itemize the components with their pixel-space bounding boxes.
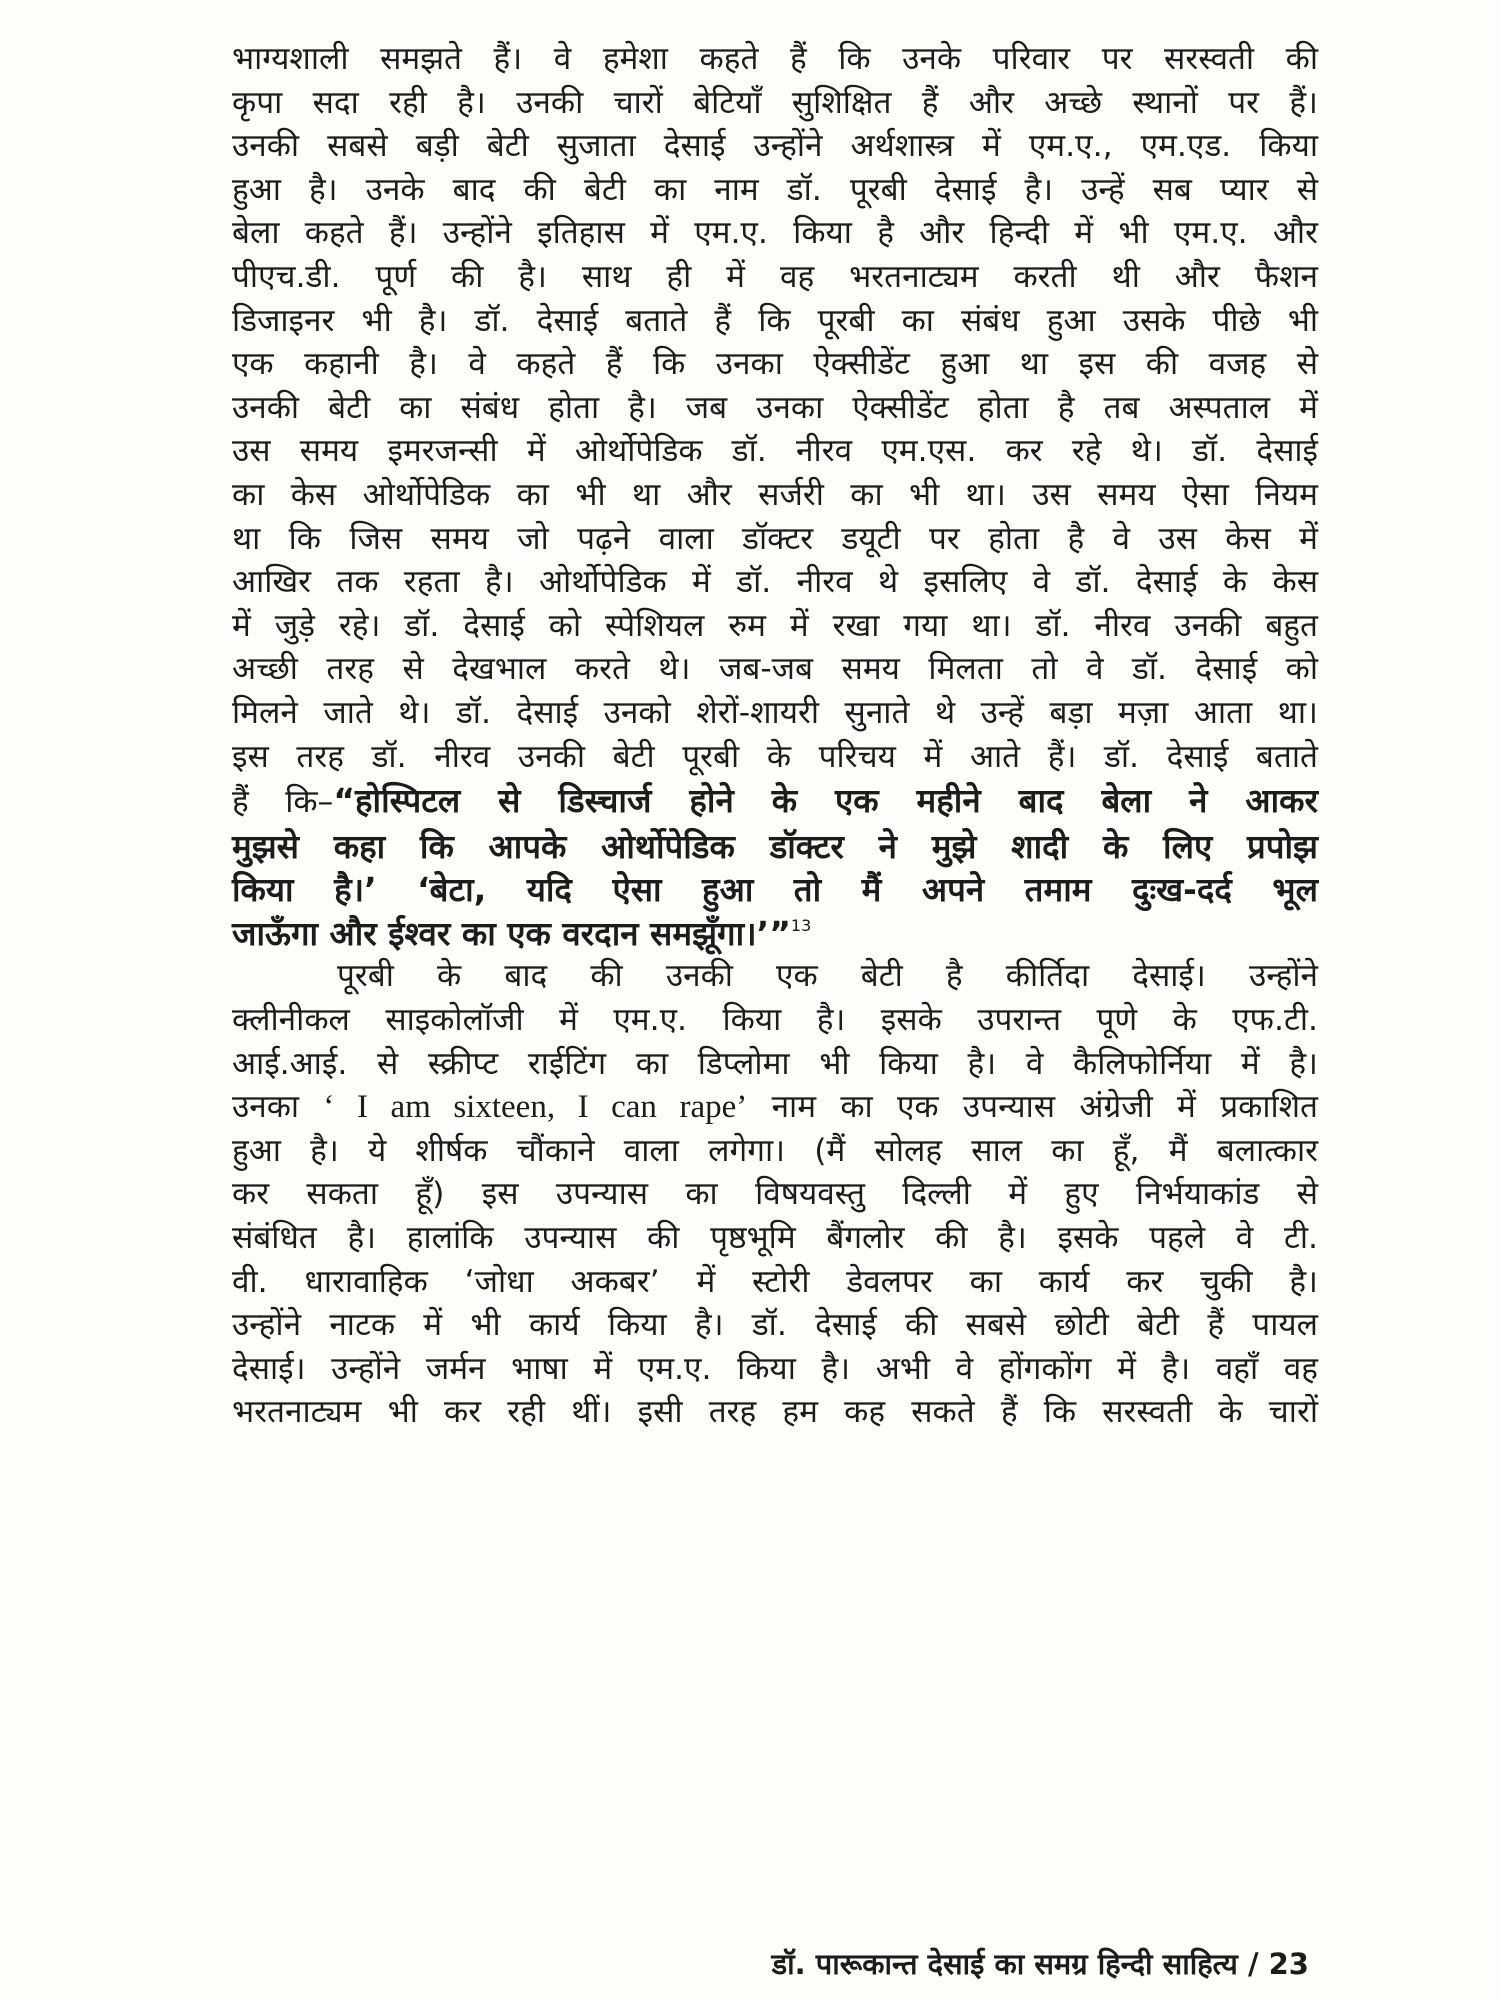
- text-line: डिजाइनर भी है। डॉ. देसाई बताते हैं कि पूरबी का संबंध हुआ उसके पीछे भी: [232, 302, 1318, 339]
- quote-line: मुझसे कहा कि आपके ओर्थोपेडिक डॉक्टर ने मुझे शादी के लिए प्रपोझ: [232, 826, 1318, 866]
- text-line: आखिर तक रहता है। ओर्थोपेडिक में डॉ. नीरव थे इसलिए वे डॉ. देसाई के केस: [232, 564, 1318, 601]
- text-line: अच्छी तरह से देखभाल करते थे। जब-जब समय मिलता तो वे डॉ. देसाई को: [232, 651, 1318, 688]
- text-line: देसाई। उन्होंने जर्मन भाषा में एम.ए. किया है। अभी वे होंगकोंग में है। वहाँ वह: [232, 1350, 1318, 1387]
- text-line: [232, 1086, 1318, 1130]
- text-line: भरतनाट्यम भी कर रही थीं। इसी तरह हम कह सकते हैं कि सरस्वती के चारों: [232, 1394, 1318, 1431]
- quote-text: जाऊँगा और ईश्वर का एक वरदान समझूँगा।’”: [232, 913, 791, 953]
- text-line: उस समय इमरजन्सी में ओर्थोपेडिक डॉ. नीरव एम.एस. कर रहे थे। डॉ. देसाई: [232, 433, 1318, 470]
- text-line: पूरबी के बाद की उनकी एक बेटी है कीर्तिदा देसाई। उन्होंने: [337, 958, 1318, 995]
- quote-line: किया है।’ ‘बेटा, यदि ऐसा हुआ तो मैं अपने तमाम दुःख-दर्द भूल: [232, 870, 1318, 910]
- text-line: मिलने जाते थे। डॉ. देसाई उनको शेरों-शायरी सुनाते थे उन्हें बड़ा मज़ा आता था।: [232, 694, 1318, 731]
- text-line: उन्होंने नाटक में भी कार्य किया है। डॉ. देसाई की सबसे छोटी बेटी हैं पायल: [232, 1307, 1318, 1344]
- text-line: था कि जिस समय जो पढ़ने वाला डॉक्टर डयूटी पर होता है वे उस केस में: [232, 520, 1318, 557]
- text-line: वी. धारावाहिक ‘जोधा अकबर’ में स्टोरी डेवलपर का कार्य कर चुकी है।: [232, 1263, 1318, 1300]
- text-line: बेला कहते हैं। उन्होंने इतिहास में एम.ए. किया है और हिन्दी में भी एम.ए. और: [232, 215, 1318, 252]
- text-line: में जुड़े रहे। डॉ. देसाई को स्पेशियल रुम में रखा गया था। डॉ. नीरव उनकी बहुत: [232, 607, 1318, 644]
- body-text: [232, 38, 1318, 1435]
- page-footer: डॉ. पारूकान्त देसाई का समग्र हिन्दी साहित्य / 23: [771, 1947, 1309, 1981]
- text-line: हुआ है। ये शीर्षक चौंकाने वाला लगेगा। (मैं सोलह साल का हूँ, मैं बलात्कार: [232, 1132, 1318, 1169]
- english-tail: नाम का एक उपन्यास अंग्रेजी में प्रकाशित: [771, 1089, 1319, 1126]
- quote-text: “होस्पिटल से डिस्चार्ज होने के एक महीने बाद बेला ने आकर: [333, 781, 1319, 821]
- text-line: कर सकता हूँ) इस उपन्यास का विषयवस्तु दिल्ली में हुए निर्भयाकांड से: [232, 1176, 1318, 1213]
- text-line: एक कहानी है। वे कहते हैं कि उनका ऐक्सीडेंट हुआ था इस की वजह से: [232, 346, 1318, 383]
- quote-line-last: [232, 912, 1318, 956]
- footnote-ref: 13: [790, 915, 812, 935]
- quote-lead: हैं कि–: [232, 784, 334, 821]
- text-line: का केस ओर्थोपेडिक का भी था और सर्जरी का भी था। उस समय ऐसा नियम: [232, 476, 1318, 513]
- text-line: उनकी बेटी का संबंध होता है। जब उनका ऐक्सीडेंट होता है तब अस्पताल में: [232, 389, 1318, 426]
- english-lead: उनका: [232, 1089, 300, 1126]
- text-line: इस तरह डॉ. नीरव उनकी बेटी पूरबी के परिचय में आते हैं। डॉ. देसाई बताते: [232, 738, 1318, 775]
- text-line: कृपा सदा रही है। उनकी चारों बेटियाँ सुशिक्षित हैं और अच्छे स्थानों पर हैं।: [232, 84, 1318, 121]
- text-line: आई.आई. से स्क्रीप्ट राईटिंग का डिप्लोमा भी किया है। वे कैलिफोर्निया में है।: [232, 1045, 1318, 1082]
- text-line: संबंधित है। हालांकि उपन्यास की पृष्ठभूमि बैंगलोर की है। इसके पहले वे टी.: [232, 1220, 1318, 1257]
- quote-line: [232, 779, 1318, 825]
- text-line: क्लीनीकल साइकोलॉजी में एम.ए. किया है। इसके उपरान्त पूणे के एफ.टी.: [232, 1002, 1318, 1039]
- novel-title: ‘ I am sixteen, I can rape’: [323, 1089, 748, 1126]
- text-line: पीएच.डी. पूर्ण की है। साथ ही में वह भरतनाट्यम करती थी और फैशन: [232, 258, 1318, 295]
- text-line: उनकी सबसे बड़ी बेटी सुजाता देसाई उन्होंने अर्थशास्त्र में एम.ए., एम.एड. किया: [232, 128, 1318, 165]
- text-line: भाग्यशाली समझते हैं। वे हमेशा कहते हैं कि उनके परिवार पर सरस्वती की: [232, 41, 1318, 77]
- text-line: हुआ है। उनके बाद की बेटी का नाम डॉ. पूरबी देसाई है। उन्हें सब प्यार से: [232, 171, 1318, 208]
